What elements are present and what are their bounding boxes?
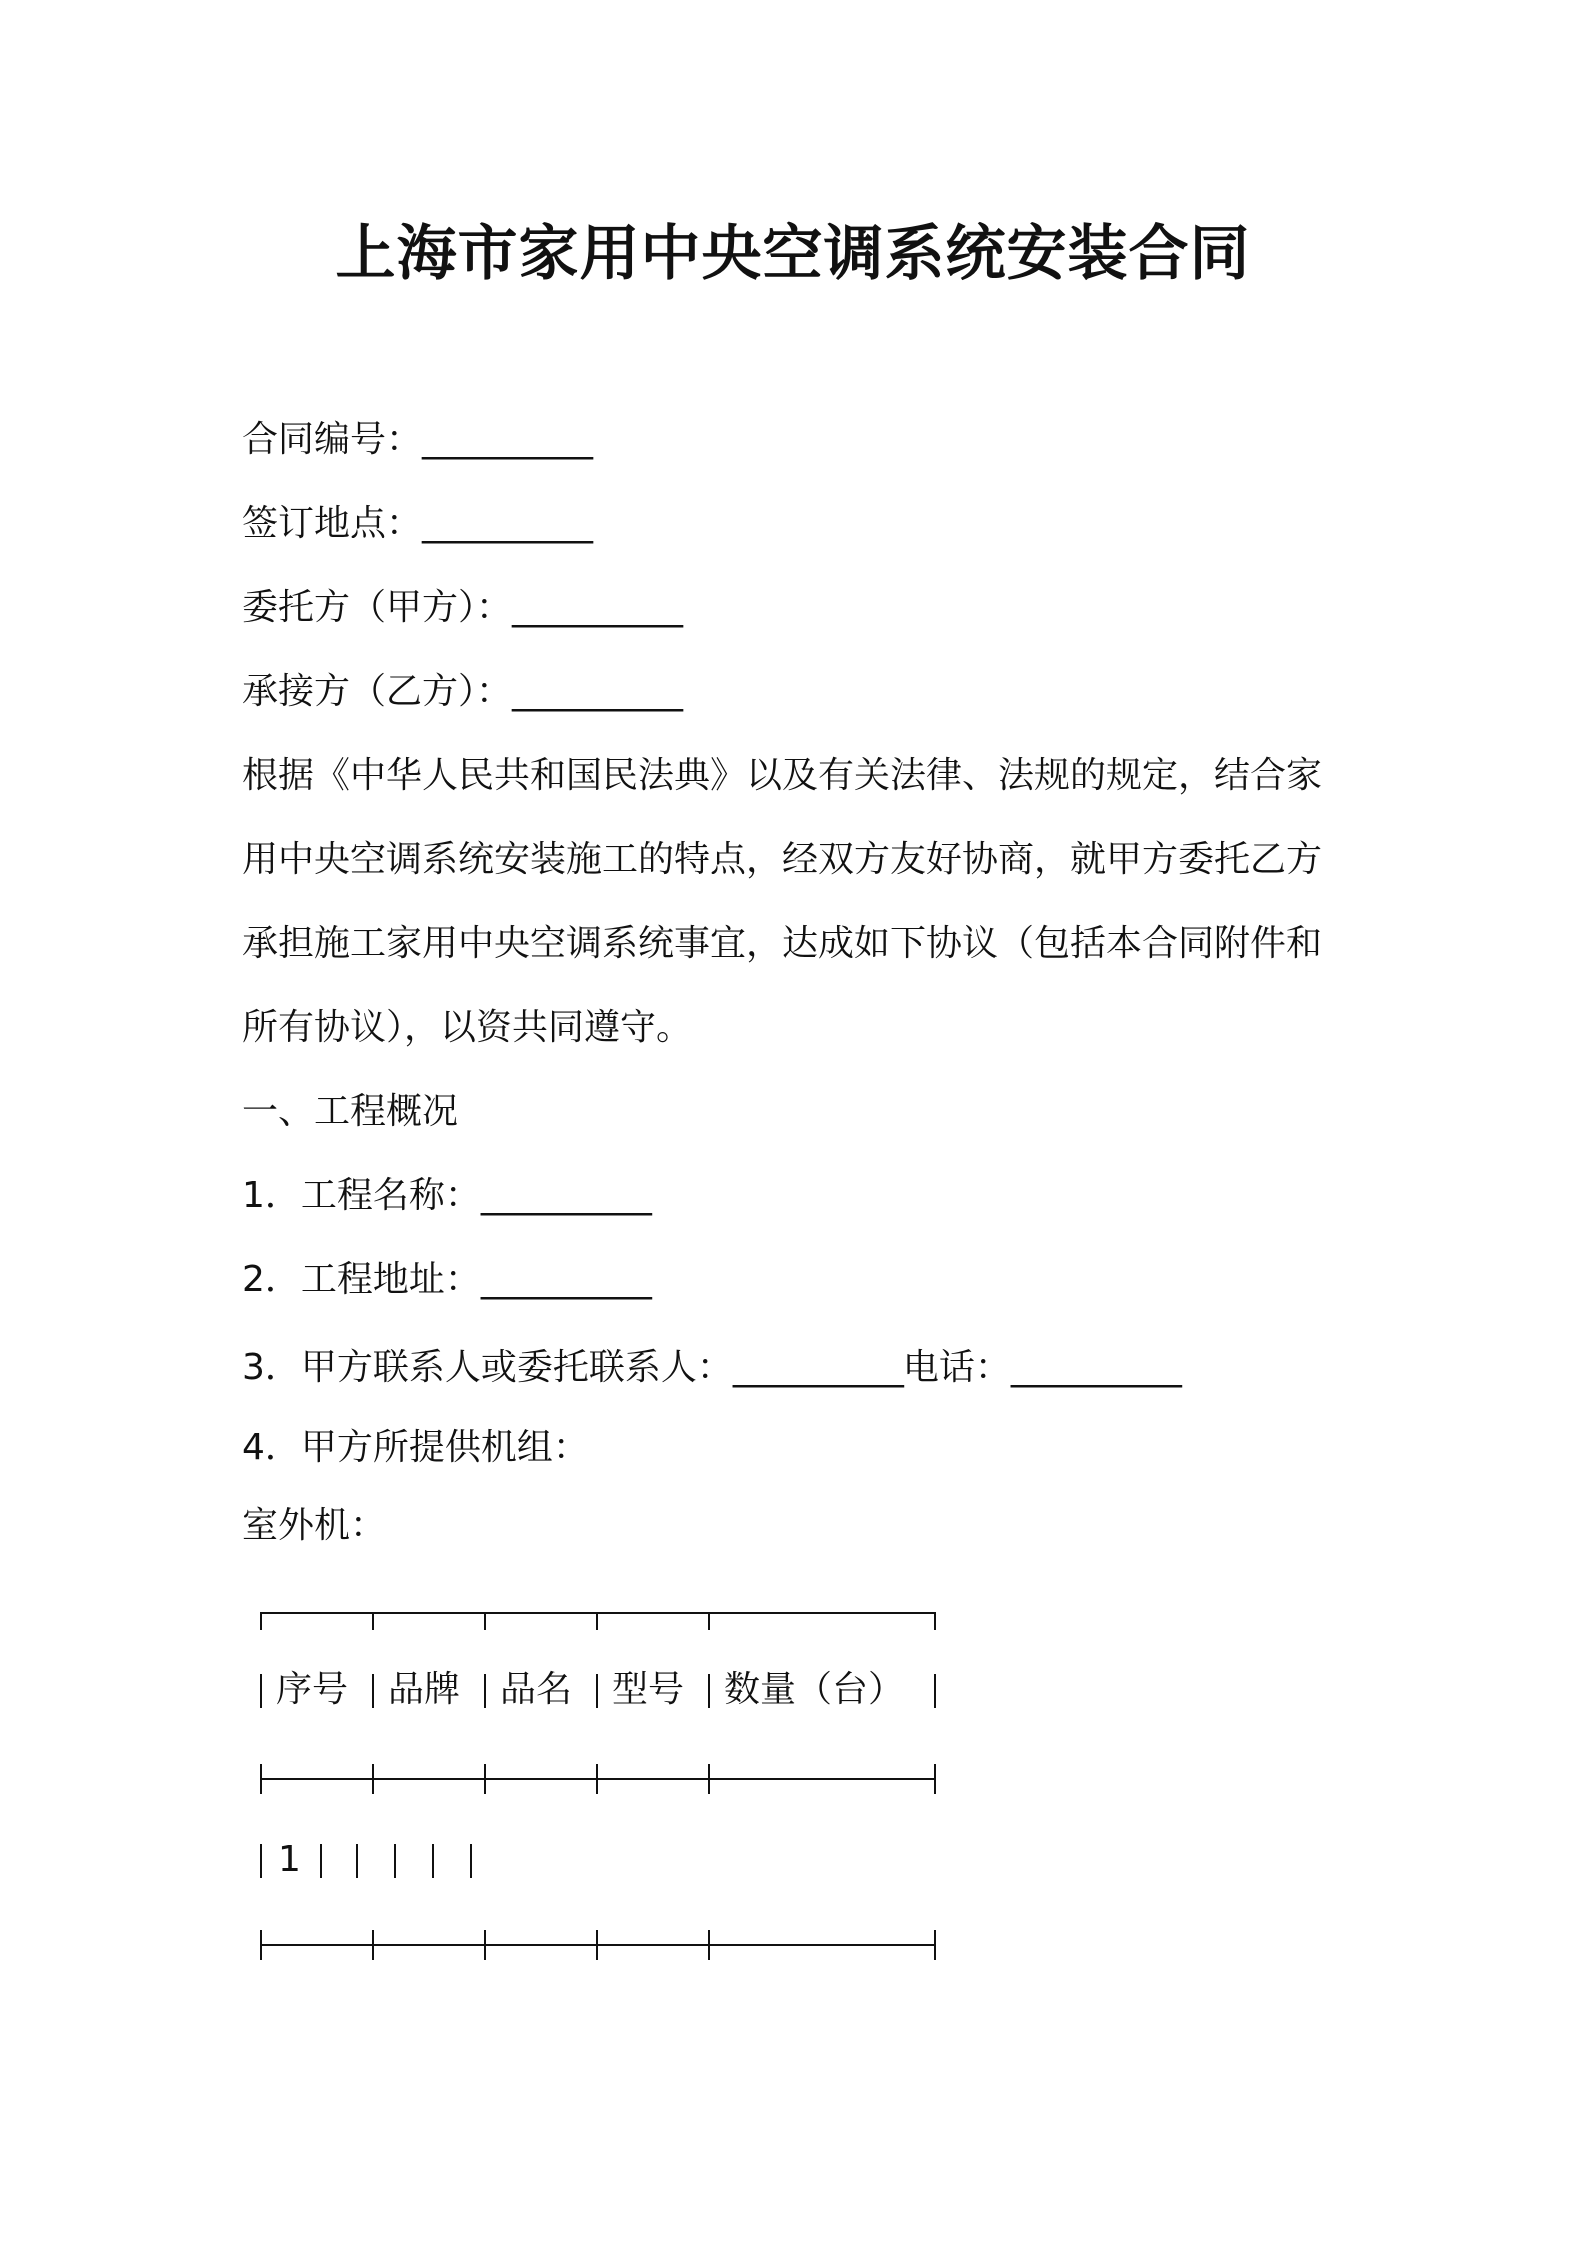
table-separator	[708, 1674, 710, 1708]
table-tick	[484, 1764, 486, 1794]
table-separator	[484, 1674, 486, 1708]
table-header-brand: 品牌	[388, 1669, 461, 1710]
table-tick	[934, 1612, 936, 1630]
project-address-blank: __________	[480, 1259, 651, 1300]
table-tick	[708, 1930, 710, 1960]
project-name-line	[242, 1172, 651, 1220]
table-top-border	[260, 1612, 936, 1614]
sign-place-blank: __________	[422, 503, 593, 544]
table-tick	[484, 1612, 486, 1630]
table-header-product: 品名	[500, 1669, 573, 1710]
table-separator	[596, 1674, 598, 1708]
table-tick	[260, 1764, 262, 1794]
party-b-label: 承接方（乙方）：	[242, 671, 513, 712]
table-tick	[372, 1930, 374, 1960]
party-a-line	[242, 584, 682, 632]
table-separator	[432, 1844, 434, 1878]
contract-number-line	[242, 416, 592, 464]
project-address-label: 2．工程地址：	[242, 1259, 481, 1300]
table-tick	[372, 1764, 374, 1794]
table-tick	[934, 1764, 936, 1794]
preamble-line-2: 用中央空调系统安装施工的特点，经双方友好协商，就甲方委托乙方	[242, 839, 1323, 880]
project-address-line	[242, 1256, 651, 1304]
table-separator	[320, 1844, 322, 1878]
project-name-label: 1．工程名称：	[242, 1175, 481, 1216]
sign-place-label: 签订地点：	[242, 503, 423, 544]
table-separator	[394, 1844, 396, 1878]
table-tick	[596, 1764, 598, 1794]
table-separator	[470, 1844, 472, 1878]
table-bottom-border	[260, 1944, 936, 1946]
phone-label: 电话：	[902, 1347, 1011, 1388]
contact-label: 3．甲方联系人或委托联系人：	[242, 1347, 733, 1388]
table-tick	[596, 1930, 598, 1960]
table-separator	[934, 1674, 936, 1708]
preamble-line-3: 承担施工家用中央空调系统事宜，达成如下协议（包括本合同附件和	[242, 923, 1323, 964]
table-separator	[260, 1674, 262, 1708]
contract-number-blank: __________	[422, 419, 593, 460]
contact-line	[242, 1344, 1181, 1392]
table-header-quantity: 数量（台）	[724, 1669, 905, 1710]
section-heading: 一、工程概况	[242, 1091, 459, 1132]
table-mid-border	[260, 1778, 936, 1780]
sign-place-line	[242, 500, 592, 548]
table-separator	[356, 1844, 358, 1878]
table-tick	[260, 1930, 262, 1960]
contact-blank: __________	[732, 1347, 903, 1388]
project-name-blank: __________	[480, 1175, 651, 1216]
table-tick	[934, 1930, 936, 1960]
outdoor-unit-table	[258, 1600, 938, 1970]
table-separator	[372, 1674, 374, 1708]
document-title: 上海市家用中央空调系统安装合同	[335, 219, 1251, 289]
table-tick	[260, 1612, 262, 1630]
table-tick	[484, 1930, 486, 1960]
contract-number-label: 合同编号：	[242, 419, 423, 460]
table-tick	[372, 1612, 374, 1630]
outdoor-unit-label: 室外机：	[242, 1505, 387, 1546]
phone-blank: __________	[1010, 1347, 1181, 1388]
party-a-label: 委托方（甲方）：	[242, 587, 513, 628]
table-tick	[596, 1612, 598, 1630]
party-b-blank: __________	[512, 671, 683, 712]
units-provided-line: 4．甲方所提供机组：	[242, 1427, 589, 1468]
table-header-seq: 序号	[276, 1669, 349, 1710]
preamble-line-1: 根据《中华人民共和国民法典》以及有关法律、法规的规定，结合家	[242, 755, 1323, 796]
table-row1-seq: 1	[278, 1839, 301, 1880]
party-b-line	[242, 668, 682, 716]
preamble-line-4: 所有协议），以资共同遵守。	[242, 1007, 693, 1048]
table-tick	[708, 1764, 710, 1794]
table-header-model: 型号	[612, 1669, 685, 1710]
table-tick	[708, 1612, 710, 1630]
party-a-blank: __________	[512, 587, 683, 628]
table-separator	[260, 1844, 262, 1878]
